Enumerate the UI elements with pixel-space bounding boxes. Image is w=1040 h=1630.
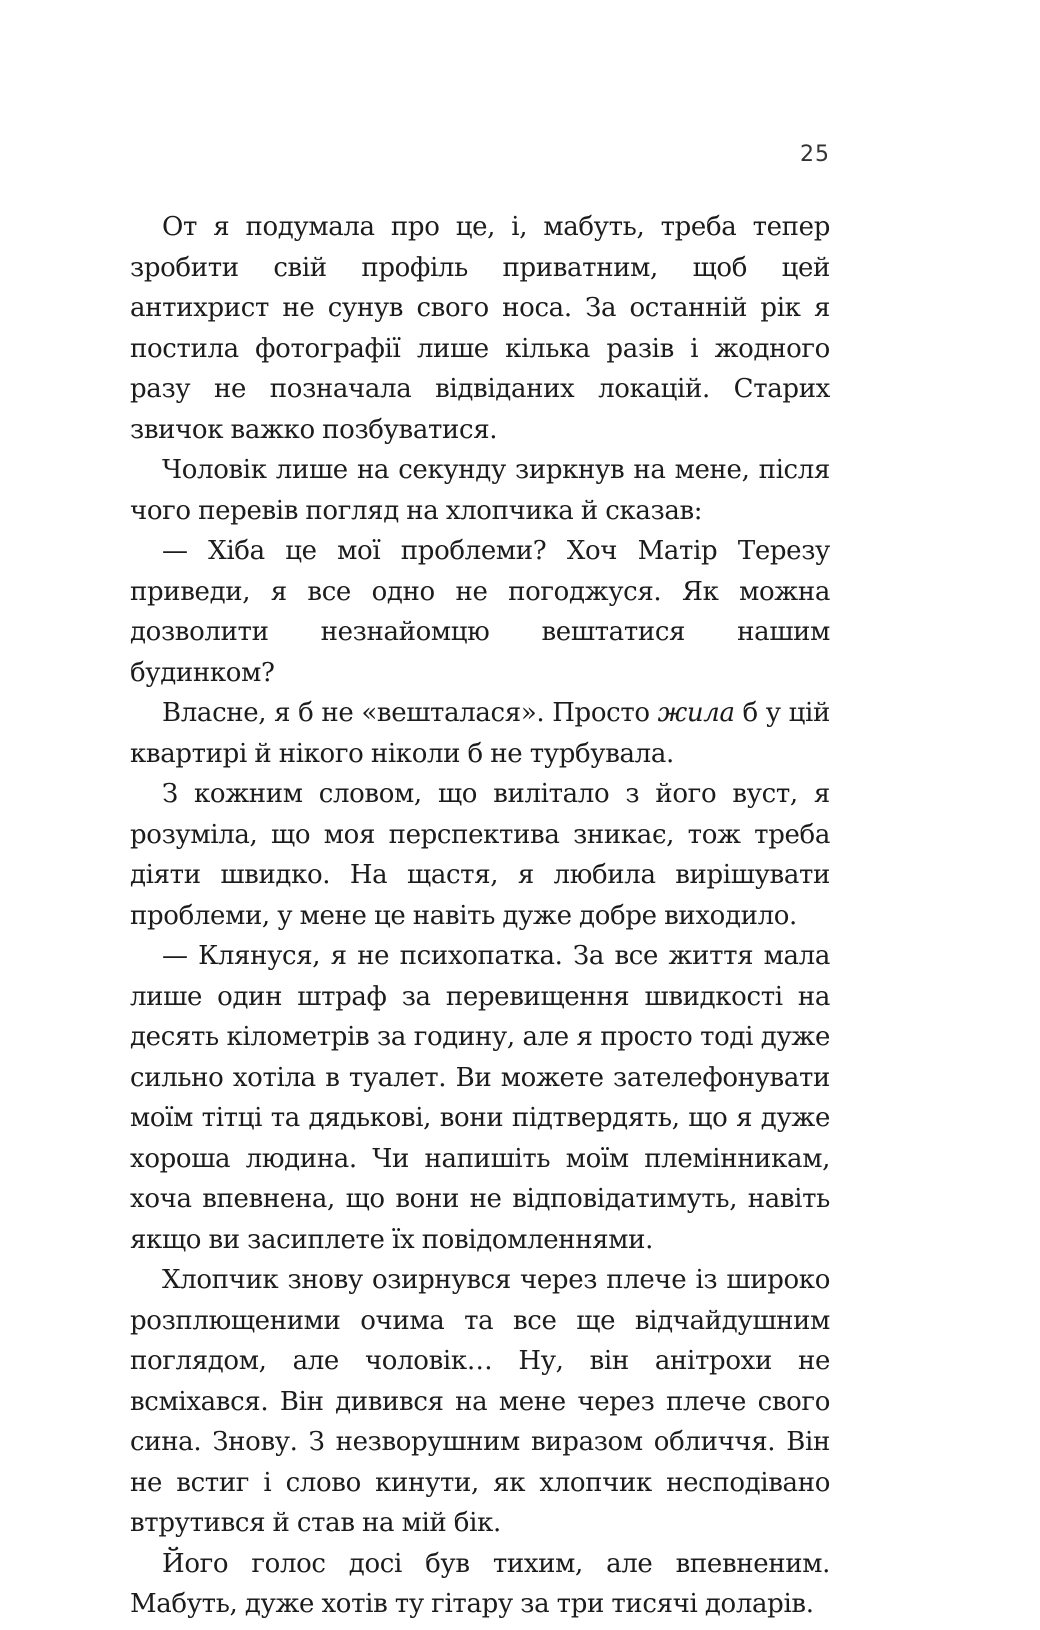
italic-emphasis: жила <box>657 698 735 728</box>
dialogue-paragraph <box>130 531 830 693</box>
text-run: Чоловік лише на секунду зиркнув на мене, після чого перевів погляд на хлопчика й сказав: <box>130 455 830 526</box>
narration-paragraph <box>130 450 830 531</box>
text-run: От я подумала про це, і, мабуть, треба тепер зробити свій профіль приватним, щоб цей антихрист не сунув свого носа. За останній рік я постила фотографії лише кілька разів і жодного разу не позначала відвіданих локацій. Старих звичок важко позбуватися. <box>130 212 830 445</box>
text-run: — Хіба це мої проблеми? Хоч Матір Терезу приведи, я все одно не погоджуся. Як можна дозволити незнайомцю вештатися нашим будинком? <box>130 536 830 688</box>
text-run: — Клянуся, я не психопатка. За все життя мала лише один штраф за перевищення швидкості на десять кілометрів за годину, але я просто тоді дуже сильно хотіла в туалет. Ви можете зателефонувати моїм тітці та дядькові, вони підтвердять, що я дуже хороша людина. Чи напишіть моїм племінникам, хоча впевнена, що вони не відповідатимуть, навіть якщо ви засиплете їх повідомленнями. <box>130 941 830 1255</box>
page-number: 25 <box>800 142 830 167</box>
text-run: Власне, я б не «вешталася». Просто <box>162 698 658 728</box>
narration-paragraph <box>130 774 830 936</box>
narration-paragraph <box>130 693 830 774</box>
body-text <box>130 207 830 1625</box>
narration-paragraph <box>130 1260 830 1544</box>
text-run: б у цій квартирі й нікого ніколи б не турбувала. <box>130 698 830 769</box>
dialogue-paragraph <box>130 936 830 1260</box>
narration-paragraph <box>130 207 830 450</box>
text-run: Його голос досі був тихим, але впевненим. Мабуть, дуже хотів ту гітару за три тисячі доларів. <box>130 1548 830 1619</box>
narration-paragraph <box>130 1544 830 1625</box>
text-run: Хлопчик знову озирнувся через плече із широко розплющеними очима та все ще відчайдушним поглядом, але чоловік… Ну, він анітрохи не всміхався. Він дивився на мене через плече свого сина. Знову. З незворушним виразом обличчя. Він не встиг і слово кинути, як хлопчик несподівано втрутився й став на мій бік. <box>130 1265 830 1538</box>
text-run: З кожним словом, що вилітало з його вуст, я розуміла, що моя перспектива зникає, тож треба діяти швидко. На щастя, я любила вирішувати проблеми, у мене це навіть дуже добре виходило. <box>130 779 830 931</box>
